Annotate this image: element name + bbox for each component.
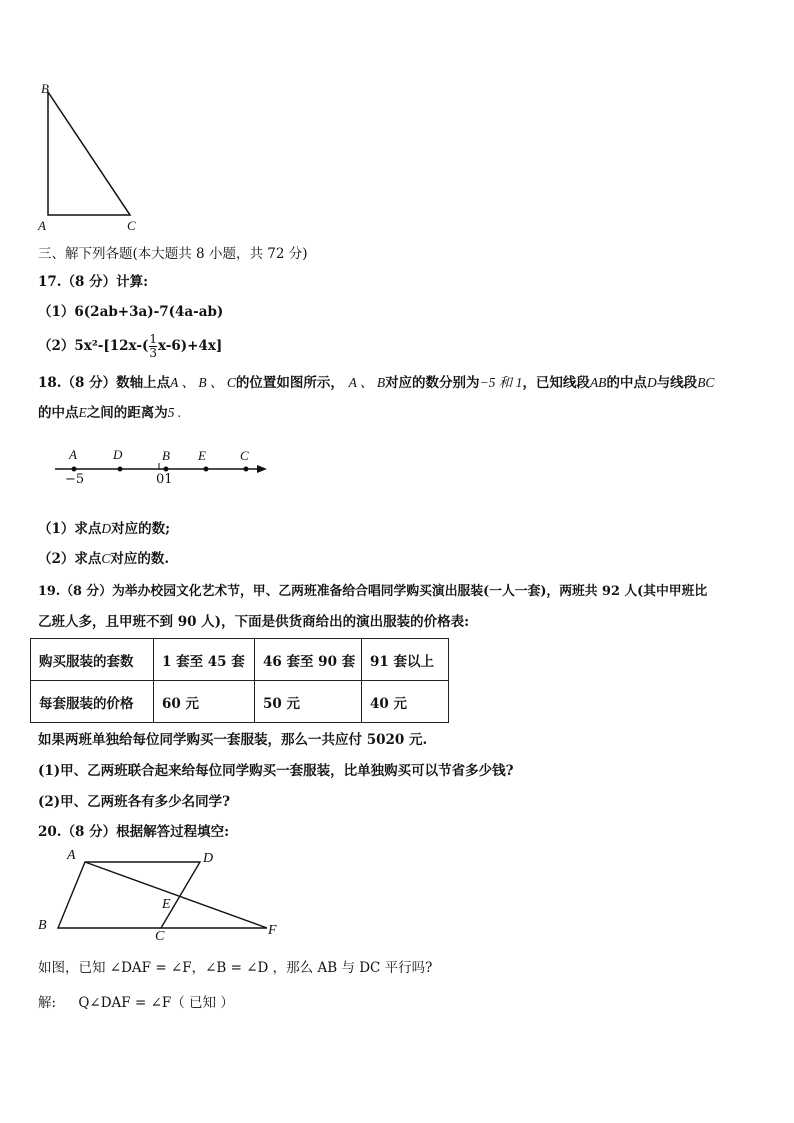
numberline-label-b: B (162, 448, 170, 463)
table-cell: 50 元 (255, 681, 362, 723)
fraction-numerator: 1 (149, 332, 157, 346)
q18-text: （1）求点 (38, 521, 102, 537)
q18-values: −5 和 1 (479, 375, 523, 390)
q18-line2 (38, 404, 181, 422)
point-d (118, 467, 123, 472)
price-table (30, 638, 449, 723)
solution-label: 解: (38, 995, 57, 1011)
tick-label-neg5: −5 (65, 472, 85, 487)
q19-sub2: (2)甲、乙两班各有多少名同学? (38, 794, 231, 810)
table-cell: 1 套至 45 套 (154, 639, 255, 681)
q18-text: 对应的数. (110, 551, 170, 567)
point-b (164, 467, 169, 472)
q17-item2-prefix: （2）5x²-[12x-( (38, 338, 149, 354)
solution-line: Q∠DAF = ∠F（ 已知 ） (78, 995, 234, 1011)
q18-text: 的位置如图所示， (235, 375, 344, 391)
q18-point-e: E (78, 405, 87, 420)
q18-text: 18.（8 分）数轴上点 (38, 375, 171, 391)
q18-sub1 (38, 520, 170, 538)
fig-label-d: D (203, 851, 214, 866)
table-cell: 每套服装的价格 (31, 681, 154, 723)
numberline-label-c: C (240, 448, 249, 463)
triangle-label-a: A (38, 218, 46, 233)
q18-text: （2）求点 (38, 551, 102, 567)
q18-text: 的中点 (38, 405, 79, 421)
q20-solution (38, 994, 234, 1012)
q20-title: 20.（8 分）根据解答过程填空: (38, 824, 230, 840)
q18-distance: 5 . (167, 405, 182, 420)
q19-line1: 19.（8 分）为举办校园文化艺术节，甲、乙两班准备给合唱同学购买演出服装(一人一套)，两班共 92 人(其中甲班比 (38, 584, 708, 599)
q18-segment2: BC (697, 375, 715, 390)
segment-a-f (85, 862, 267, 928)
arrow-head-icon (257, 465, 267, 473)
fraction-denominator: 3 (149, 346, 157, 360)
table-cell: 购买服装的套数 (31, 639, 154, 681)
q18-text: 与线段 (656, 375, 698, 391)
q18-sub1-point: D (101, 521, 112, 536)
q18-sub2-point: C (101, 551, 111, 566)
q17-item2 (38, 329, 222, 363)
q18-text: 的中点 (606, 375, 647, 391)
triangle-figure (30, 80, 150, 240)
q17-title: 17.（8 分）计算: (38, 274, 149, 290)
numberline-label-a: A (69, 447, 77, 462)
triangle-outline (48, 92, 130, 215)
q18-text: 对应的数分别为 (385, 375, 480, 391)
q18-text: ，已知线段 (522, 375, 590, 391)
numberline-label-e: E (198, 448, 206, 463)
table-row (31, 639, 449, 681)
fig-label-c: C (155, 929, 165, 944)
q18-line1 (38, 374, 714, 392)
q19-after: 如果两班单独给每位同学购买一套服装，那么一共应付 5020 元. (38, 732, 428, 748)
table-cell: 46 套至 90 套 (255, 639, 362, 681)
table-cell: 40 元 (362, 681, 449, 723)
q18-segment: AB (589, 375, 607, 390)
point-c (244, 467, 249, 472)
triangle-label-b: B (41, 81, 49, 96)
q18-midpoint: D (646, 375, 657, 390)
fig-label-f: F (268, 923, 277, 938)
q18-points-ab: A 、 B (348, 375, 386, 390)
parallelogram-outline (58, 862, 200, 928)
point-a (72, 467, 77, 472)
numberline-label-d: D (113, 447, 123, 462)
q19-sub1: (1)甲、乙两班联合起来给每位同学购买一套服装，比单独购买可以节省多少钱? (38, 763, 514, 779)
section-heading: 三、解下列各题(本大题共 8 小题，共 72 分) (38, 246, 308, 262)
q18-text: 对应的数; (111, 521, 171, 537)
q19-line2: 乙班人多，且甲班不到 90 人)，下面是供货商给出的演出服装的价格表: (38, 614, 470, 630)
fig-label-e: E (162, 897, 171, 912)
fig-label-a: A (67, 848, 76, 863)
q17-item2-suffix: x-6)+4x] (157, 338, 223, 354)
tick-label-01: 01 (156, 472, 173, 487)
table-row (31, 681, 449, 723)
fraction (149, 333, 157, 360)
q18-sub2 (38, 550, 169, 568)
q20-question: 如图，已知 ∠DAF = ∠F，∠B = ∠D ，那么 AB 与 DC 平行吗? (38, 960, 433, 976)
point-e (204, 467, 209, 472)
table-cell: 91 套以上 (362, 639, 449, 681)
fig-label-b: B (38, 918, 47, 933)
table-cell: 60 元 (154, 681, 255, 723)
triangle-label-c: C (127, 218, 136, 233)
q18-points: A 、 B 、 C (170, 375, 236, 390)
q18-text: 之间的距离为 (86, 405, 168, 421)
q17-item1: （1）6(2ab+3a)-7(4a-ab) (38, 304, 224, 320)
